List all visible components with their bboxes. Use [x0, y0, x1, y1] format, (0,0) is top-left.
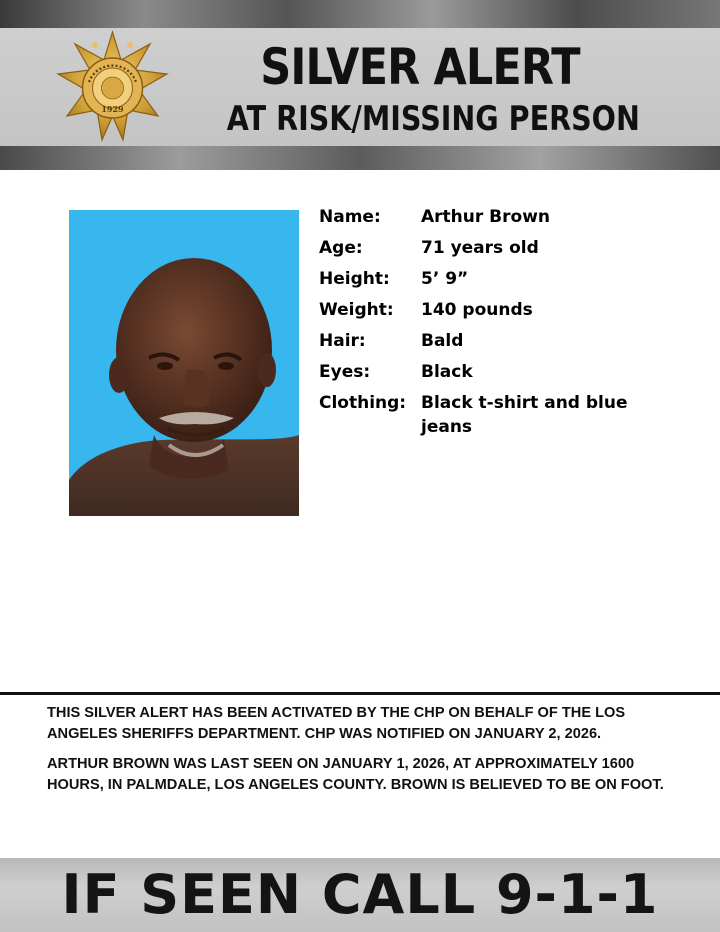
- section-divider: [0, 692, 720, 695]
- person-details: [319, 203, 689, 445]
- detail-label: Clothing:: [319, 393, 407, 413]
- detail-value: Arthur Brown: [421, 207, 551, 227]
- detail-row-name: [319, 203, 689, 234]
- detail-value: 71 years old: [421, 238, 539, 258]
- detail-row-clothing: [319, 389, 689, 445]
- chp-star-badge-icon: [55, 30, 170, 145]
- detail-value: 5’ 9”: [421, 269, 469, 289]
- call-911-callout: IF SEEN CALL 9-1-1: [61, 863, 659, 926]
- detail-label: Hair:: [319, 331, 366, 351]
- alert-notice: [47, 703, 687, 805]
- detail-row-hair: [319, 327, 689, 358]
- detail-label: Name:: [319, 207, 381, 227]
- header-top-strip: [0, 0, 720, 28]
- detail-label: Eyes:: [319, 362, 371, 382]
- detail-label: Weight:: [319, 300, 394, 320]
- detail-row-weight: [319, 296, 689, 327]
- detail-row-height: [319, 265, 689, 296]
- alert-header: [0, 0, 720, 170]
- badge-year: 1929: [101, 104, 124, 114]
- person-photo: [69, 210, 299, 516]
- detail-label: Age:: [319, 238, 363, 258]
- detail-label: Height:: [319, 269, 390, 289]
- alert-subtitle: AT RISK/MISSING PERSON: [226, 99, 640, 139]
- detail-row-age: [319, 234, 689, 265]
- notice-paragraph: THIS SILVER ALERT HAS BEEN ACTIVATED BY THE CHP ON BEHALF OF THE LOS ANGELES SHERIFFS DEPARTMENT. CHP WAS NOTIFIED ON JANUARY 2, 2026.: [47, 705, 626, 742]
- detail-value: Bald: [421, 331, 464, 351]
- detail-row-eyes: [319, 358, 689, 389]
- detail-value: Black: [421, 362, 473, 382]
- alert-title: SILVER ALERT: [260, 38, 580, 96]
- notice-paragraph: ARTHUR BROWN WAS LAST SEEN ON JANUARY 1, 2026, AT APPROXIMATELY 1600 HOURS, IN PALMDALE, LOS ANGELES COUNTY. BROWN IS BELIEVED TO BE ON FOOT.: [47, 756, 664, 793]
- detail-value: Black t-shirt and blue jeans: [421, 393, 628, 437]
- header-bottom-strip: [0, 146, 720, 170]
- detail-value: 140 pounds: [421, 300, 533, 320]
